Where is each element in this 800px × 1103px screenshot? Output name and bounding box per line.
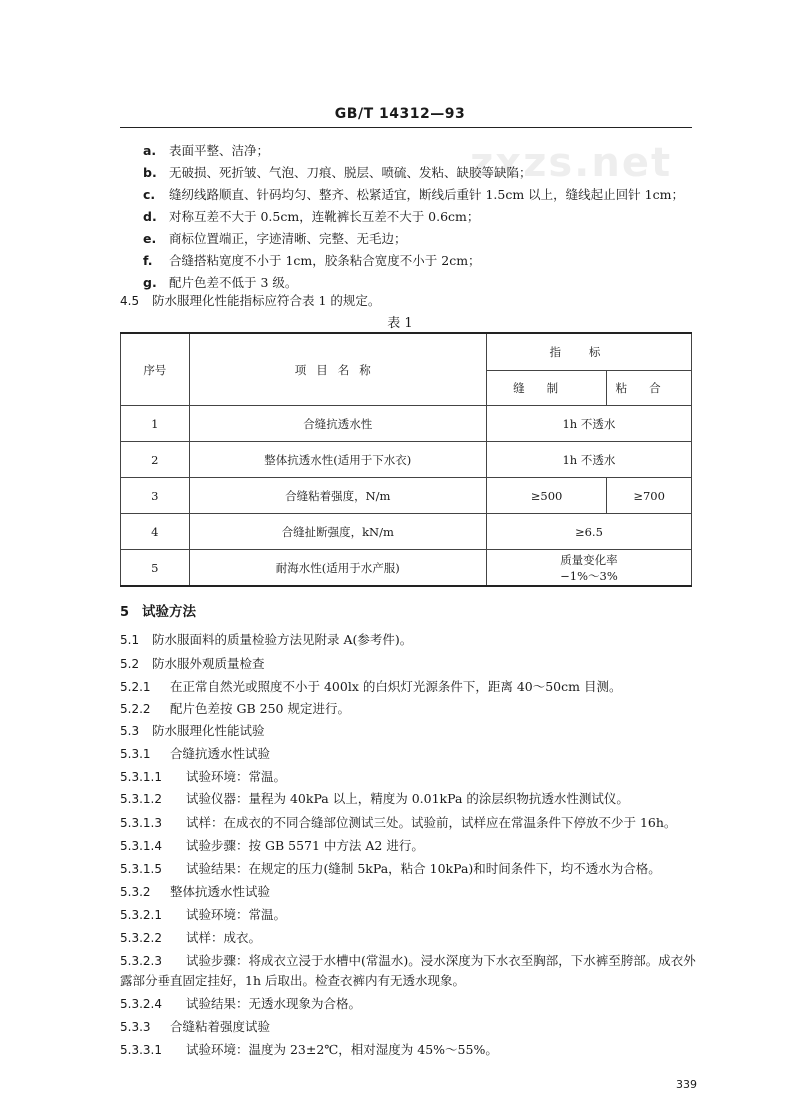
section-number: 5.3.2.4 <box>120 997 162 1011</box>
section-text: 试验结果：在规定的压力(缝制 5kPa，粘合 10kPa)和时间条件下，均不透水为合格。 <box>186 861 661 876</box>
section-number: 5.3.1.4 <box>120 839 162 853</box>
list-item <box>143 209 479 225</box>
section-line <box>120 679 621 695</box>
header-item: 项目名称 <box>189 333 486 406</box>
cell-item: 合缝粘着强度，N/m <box>189 478 486 514</box>
list-text: 无破损、死折皱、气泡、刀痕、脱层、喷硫、发粘、缺胶等缺陷； <box>169 165 532 180</box>
section-text: 露部分垂直固定挂好，1h 后取出。检查衣裤内有无透水现象。 <box>120 973 465 988</box>
cell-value-line1: 质量变化率 <box>560 552 618 567</box>
cell-sew: ≥500 <box>486 478 606 514</box>
section-text: 试验环境：常温。 <box>186 907 287 922</box>
list-text: 合缝搭粘宽度不小于 1cm，胶条粘合宽度不小于 2cm； <box>169 253 481 268</box>
section-number: 4.5 <box>120 294 140 308</box>
section-text: 防水服面料的质量检验方法见附录 A(参考件)。 <box>152 632 413 647</box>
table-row <box>121 406 692 442</box>
cell-item: 合缝扯断强度，kN/m <box>189 514 486 550</box>
table-header-row <box>121 333 692 371</box>
section-4-5 <box>120 293 380 309</box>
header-index: 指标 <box>486 333 691 371</box>
section-line <box>120 656 265 672</box>
section-number: 5.3.1.5 <box>120 862 162 876</box>
section-number: 5.3.1.3 <box>120 816 162 830</box>
section-line <box>120 1042 498 1058</box>
cell-value: 1h 不透水 <box>486 406 691 442</box>
section-text: 试验步骤：将成衣立浸于水槽中(常温水)。浸水深度为下水衣至胸部，下水裤至胯部。成衣外 <box>186 953 696 968</box>
cell-item: 耐海水性(适用于水产服) <box>189 550 486 587</box>
watermark: zxzs.net <box>470 140 673 186</box>
header-sew: 缝制 <box>486 371 606 406</box>
section-number: 5.3.3 <box>120 1020 151 1034</box>
list-label: a. <box>143 143 157 158</box>
section-text: 防水服理化性能试验 <box>152 723 265 738</box>
section-number: 5.1 <box>120 633 140 647</box>
section-text: 配片色差按 GB 250 规定进行。 <box>170 701 350 716</box>
list-label: b. <box>143 165 157 180</box>
table-row <box>121 550 692 587</box>
section-number: 5.3 <box>120 724 140 738</box>
list-item <box>143 187 684 203</box>
list-label: e. <box>143 231 157 246</box>
page-number: 339 <box>676 1078 697 1091</box>
section-text: 试样：成衣。 <box>186 930 262 945</box>
list-item <box>143 143 269 159</box>
cell-no: 1 <box>121 406 190 442</box>
section-line <box>120 746 270 762</box>
section-number: 5 <box>120 605 130 620</box>
section-line <box>120 632 412 648</box>
section-text: 试验环境：常温。 <box>186 769 287 784</box>
list-text: 商标位置端正，字迹清晰、完整、无毛边； <box>169 231 407 246</box>
cell-bond: ≥700 <box>607 478 692 514</box>
cell-no: 4 <box>121 514 190 550</box>
section-text: 试验方法 <box>142 604 196 620</box>
section-text: 防水服外观质量检查 <box>152 656 265 671</box>
section-text: 试样：在成衣的不同合缝部位测试三处。试验前，试样应在常温条件下停放不少于 16h。 <box>186 815 677 830</box>
section-text: 合缝抗透水性试验 <box>170 746 271 761</box>
section-text: 试验仪器：量程为 40kPa 以上，精度为 0.01kPa 的涂层织物抗透水性测试仪。 <box>186 791 629 806</box>
list-label: c. <box>143 187 156 202</box>
cell-no: 5 <box>121 550 190 587</box>
section-line <box>120 791 629 807</box>
section-line <box>120 723 265 739</box>
section-line <box>120 907 286 923</box>
list-text: 对称互差不大于 0.5cm，连靴裤长互差不大于 0.6cm； <box>169 209 480 224</box>
cell-value: 1h 不透水 <box>486 442 691 478</box>
section-number: 5.2.1 <box>120 680 151 694</box>
section-text: 试验环境：温度为 23±2℃，相对湿度为 45%～55%。 <box>186 1042 498 1057</box>
section-line <box>120 861 661 877</box>
section-heading <box>120 604 196 621</box>
section-number: 5.3.1.1 <box>120 770 162 784</box>
list-text: 缝纫线路顺直、针码均匀、整齐、松紧适宜，断线后重针 1.5cm 以上，缝线起止回针 1cm； <box>169 187 684 202</box>
list-item <box>143 165 532 181</box>
table-row <box>121 442 692 478</box>
cell-no: 2 <box>121 442 190 478</box>
section-text: 试验步骤：按 GB 5571 中方法 A2 进行。 <box>186 838 424 853</box>
section-number: 5.2 <box>120 657 140 671</box>
header-rule <box>120 127 692 128</box>
section-text: 整体抗透水性试验 <box>170 884 271 899</box>
header-no: 序号 <box>121 333 190 406</box>
section-text: 在正常自然光或照度不小于 400lx 的白炽灯光源条件下，距离 40～50cm 目测。 <box>170 679 622 694</box>
list-text: 配片色差不低于 3 级。 <box>169 275 298 290</box>
page-header: GB/T 14312—93 <box>334 106 466 122</box>
spec-table <box>120 332 692 587</box>
list-item <box>143 275 297 291</box>
section-line <box>120 1019 270 1035</box>
section-line <box>120 838 424 854</box>
section-number: 5.3.2.2 <box>120 931 162 945</box>
section-line <box>120 815 676 831</box>
list-item <box>143 231 407 247</box>
table-row <box>121 478 692 514</box>
cell-item: 合缝抗透水性 <box>189 406 486 442</box>
section-number: 5.3.2.1 <box>120 908 162 922</box>
cell-item: 整体抗透水性(适用于下水衣) <box>189 442 486 478</box>
table-row <box>121 514 692 550</box>
section-number: 5.3.2 <box>120 885 151 899</box>
section-line <box>120 930 261 946</box>
section-line <box>120 953 696 969</box>
section-number: 5.2.2 <box>120 702 151 716</box>
section-text: 防水服理化性能指标应符合表 1 的规定。 <box>152 293 381 308</box>
section-line <box>120 996 361 1012</box>
section-line <box>120 701 350 717</box>
cell-value-line2: −1%～3% <box>560 568 618 583</box>
list-label: d. <box>143 209 157 224</box>
section-number: 5.3.2.3 <box>120 954 162 968</box>
cell-value: ≥6.5 <box>486 514 691 550</box>
cell-value <box>486 550 691 587</box>
section-continuation <box>120 973 465 989</box>
table-caption: 表 1 <box>387 316 413 331</box>
header-bond: 粘合 <box>607 371 692 406</box>
section-line <box>120 769 286 785</box>
section-line <box>120 884 270 900</box>
list-label: f. <box>143 253 153 268</box>
section-number: 5.3.1.2 <box>120 792 162 806</box>
list-text: 表面平整、洁净； <box>169 143 270 158</box>
cell-no: 3 <box>121 478 190 514</box>
list-label: g. <box>143 275 157 290</box>
list-item <box>143 253 481 269</box>
section-text: 合缝粘着强度试验 <box>170 1019 271 1034</box>
section-number: 5.3.3.1 <box>120 1043 162 1057</box>
section-number: 5.3.1 <box>120 747 151 761</box>
section-text: 试验结果：无透水现象为合格。 <box>186 996 362 1011</box>
